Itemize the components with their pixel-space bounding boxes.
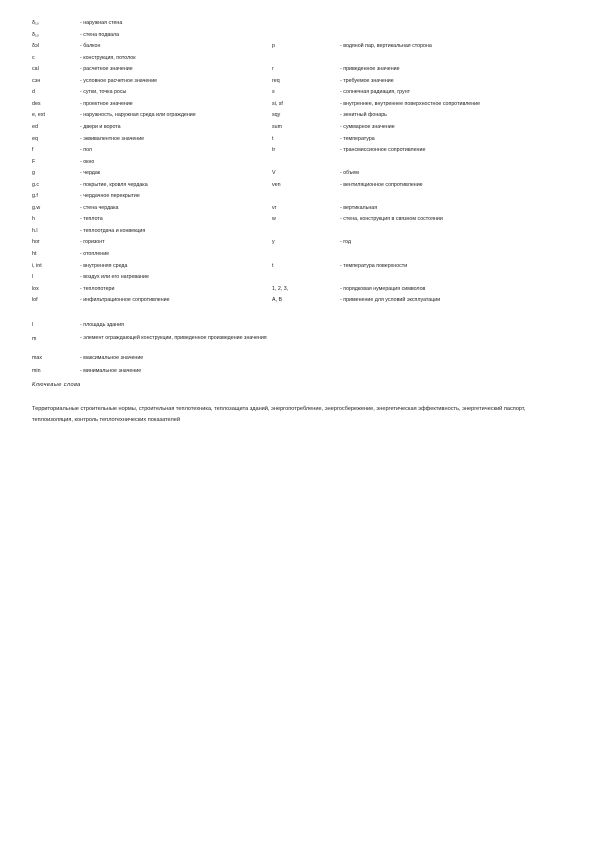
symbol-description: - теплота [80,216,103,223]
symbol: lof [32,297,38,304]
symbol: cal [32,66,39,73]
symbol-row [32,157,492,167]
symbol: w [272,216,276,223]
symbol-description: - водяной пар, вертикальная сторона [340,43,432,50]
symbol: f [32,147,34,154]
symbol-row [32,203,492,213]
symbol-row [32,237,492,247]
symbol-description: - сутки, точка росы [80,89,127,96]
symbol: t [272,135,274,142]
symbol: sqy [272,112,281,119]
symbol-description: - эквивалентное значение [80,135,145,142]
symbol-description: - воздух или его нагревание [80,274,149,281]
symbol-description: - горизонт [80,239,105,246]
symbol: g [32,170,35,177]
symbol-row [32,53,492,63]
symbol-row [32,261,492,271]
symbol-row [32,64,492,74]
symbol-description: - балкон [80,43,101,50]
keywords-heading: Ключевые слова [32,382,81,388]
symbol-row [32,191,492,201]
symbol-description: - вентиляционное сопротивление [340,181,423,188]
keywords-text: Территориальные строительные нормы, строительная теплотехника, теплозащита зданий, энергопотребление, энергосбережение, энергетическая эффективность, энергетический паспорт, теплоизоляция, контроль теплотехнических показателей [32,406,526,423]
symbol-description: - пол [80,147,93,154]
symbol: tr [272,147,276,154]
symbol-description: - максимальное значение [80,355,144,361]
symbol-description: - стена чердака [80,204,119,211]
symbol: h [32,216,35,223]
symbol: des [32,100,41,107]
symbol-description: - требуемое значение [340,77,394,84]
symbol-row [32,145,492,155]
symbol-row [32,76,492,86]
symbol-description: - температура [340,135,375,142]
symbol-description: - чердак [80,170,101,177]
symbol: sum [272,123,283,130]
symbol-row [32,272,492,282]
symbol-description: - чердачное перекрытие [80,193,140,200]
symbol-description: - внутренняя среда [80,262,128,269]
symbol: l [32,322,34,328]
symbol-row [32,214,492,224]
symbol: s [272,89,275,96]
symbol-description: - элемент ограждающей конструкции, приведенное произведение значения [80,335,267,341]
symbol-row [32,284,492,294]
symbol: lox [32,285,39,292]
symbol: vr [272,204,277,211]
symbol: l [32,274,34,281]
symbol: δэl [32,43,39,50]
symbol-description: - год [340,239,351,246]
symbol-description: - суммарное значение [340,123,395,130]
symbol-description: - вертикальная [340,204,378,211]
symbol: min [32,368,41,374]
symbol-row [32,41,492,51]
symbol-row [32,226,492,236]
symbol-row [32,353,492,363]
symbol: i, int [32,262,42,269]
symbol: V [272,170,276,177]
symbol: e, ext [32,112,45,119]
symbol-row [32,110,492,120]
symbol-row [32,18,492,28]
symbol: A, B [272,297,283,304]
symbol: ht [32,251,37,257]
symbol: ed [32,123,38,130]
symbol-description: - расчетное значение [80,66,133,73]
symbol-row [32,295,492,305]
symbol-description: - солнечная радиация, грунт [340,89,411,96]
symbol: ven [272,181,281,188]
symbol-description: - трансмиссионное сопротивление [340,147,426,154]
symbol-description: - инфильтрационное сопротивление [80,297,170,304]
symbol-description: - минимальное значение [80,368,142,374]
symbol: h.l [32,227,38,234]
symbol: p [272,43,275,50]
symbol-description: - наружность, наружная среда или ограждение [80,112,196,119]
symbol-description: - приведенное значение [340,66,400,73]
symbol-row [32,99,492,109]
symbol: F [32,158,36,165]
symbol: eq [32,135,38,142]
symbol-row [32,30,492,40]
symbol: δ₁₀ [32,20,39,26]
symbol-row [32,122,492,132]
symbol-description: - конструкция, потолок [80,54,136,61]
symbol: c [32,54,35,61]
symbol: g.w [32,204,41,211]
symbol-description: - отопление [80,251,110,257]
symbol: hor [32,239,40,246]
symbol: 1, 2, 3, [272,285,289,292]
symbol: g.c [32,181,40,188]
symbol-description: - порядковая нумерация символов [340,285,426,292]
symbol-row [32,180,492,190]
symbol: d [32,89,35,96]
symbol: δ₁ₒ [32,31,39,38]
symbol-description: - зенитный фонарь [340,112,387,119]
symbol-description: - площадь здания [80,322,124,328]
symbol-row [32,334,492,352]
symbol-description: - наружная стена [80,20,123,26]
symbol: g.f [32,193,38,200]
symbol: cэн [32,77,41,84]
symbol-row [32,249,492,259]
symbol-row [32,168,492,178]
symbol-description: - теплоотдача и конвекция [80,227,146,234]
symbol: m [32,336,37,342]
symbol: req [272,77,280,84]
symbol-description: - стена, конструкция в связном состоянии [340,216,443,223]
symbol: y [272,239,275,246]
symbol-description: - проектное значение [80,100,133,107]
symbol-description: - окно [80,158,95,165]
symbol-row [32,134,492,144]
symbol-description: - условное расчетное значение [80,77,158,84]
symbol-description: - стена подвала [80,31,120,38]
symbol-description: - двери и ворота [80,123,121,130]
symbol-description: - внутреннее, внутреннее поверхностное сопротивление [340,100,481,107]
symbol-row [32,366,492,376]
symbol: t [272,262,274,269]
symbol: si, sf [272,100,283,107]
symbol-description: - применение для условий эксплуатации [340,297,441,304]
symbol-row [32,320,492,330]
symbol: max [32,355,43,361]
symbol-description: - объем [340,170,359,177]
symbol-description: - температура поверхности [340,262,408,269]
symbol: r [272,66,274,73]
symbol-description: - покрытие, кровля чердака [80,181,148,188]
symbol-row [32,87,492,97]
symbol-description: - теплопотери [80,285,115,292]
